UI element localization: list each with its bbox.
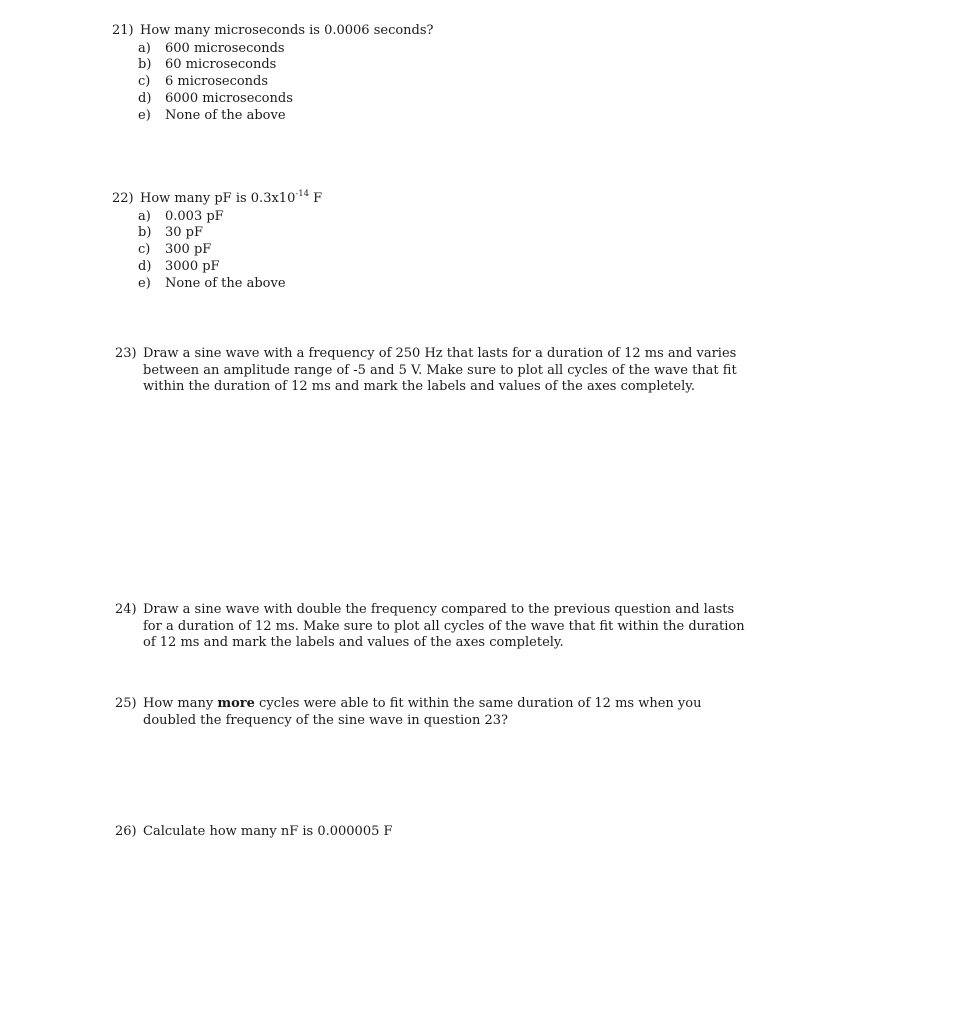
option-c [138, 242, 532, 259]
question-24 [115, 602, 755, 652]
question-text [140, 188, 532, 208]
option-text: 0.003 pF [165, 208, 224, 224]
option-letter: d) [138, 90, 152, 106]
options-list [138, 41, 532, 125]
option-e [138, 108, 532, 125]
question-number: 24) [115, 602, 137, 617]
option-letter: c) [138, 74, 151, 90]
question-text-part: How many [143, 696, 218, 711]
option-letter: e) [138, 275, 151, 291]
option-b [138, 225, 532, 242]
question-number: 23) [115, 346, 137, 361]
option-text: 6 microseconds [165, 74, 269, 90]
option-text: None of the above [165, 107, 286, 123]
option-a [138, 41, 532, 58]
question-text: Calculate how many nF is 0.000005 F [143, 824, 393, 839]
option-d [138, 91, 532, 108]
question-text: How many microseconds is 0.0006 seconds? [140, 23, 434, 38]
option-text: 6000 microseconds [165, 90, 293, 106]
option-b [138, 57, 532, 74]
option-letter: b) [138, 225, 152, 241]
question-number: 21) [112, 23, 134, 38]
option-letter: d) [138, 258, 152, 274]
question-text: Draw a sine wave with double the frequency compared to the previous question and lasts for a duration of 12 ms. Make sure to plot all cycles of the wave that fit within the duration of 12 ms and mark the labels and values of the axes completely. [143, 602, 745, 650]
question-text-part: F [309, 191, 323, 206]
option-c [138, 74, 532, 91]
options-list [138, 209, 532, 293]
option-letter: e) [138, 107, 151, 123]
question-26 [115, 824, 535, 841]
question-number: 25) [115, 696, 137, 711]
exponent: -14 [295, 188, 310, 199]
question-number: 26) [115, 824, 137, 839]
emphasis-more: more [217, 696, 255, 711]
option-letter: a) [138, 40, 151, 56]
option-letter: b) [138, 57, 152, 73]
question-25 [115, 696, 715, 729]
option-text: 30 pF [165, 225, 204, 241]
option-letter: c) [138, 242, 151, 258]
question-text: Draw a sine wave with a frequency of 250 Hz that lasts for a duration of 12 ms and varies between an amplitude range of -5 and 5 V. Make sure to plot all cycles of the wave that fit within the duration of 12 ms and mark the labels and values of the axes completely. [143, 346, 737, 394]
option-e [138, 276, 532, 293]
question-text-part: How many pF is 0.3x10 [140, 191, 296, 206]
option-letter: a) [138, 208, 151, 224]
question-text [143, 696, 715, 729]
question-text-part: cycles were able to fit within the same duration of 12 ms when you doubled the frequency of the sine wave in question 23? [143, 696, 702, 728]
option-text: None of the above [165, 275, 286, 291]
option-d [138, 259, 532, 276]
question-21 [112, 23, 532, 124]
option-text: 600 microseconds [165, 40, 285, 56]
option-text: 3000 pF [165, 258, 220, 274]
option-text: 300 pF [165, 242, 212, 258]
question-22 [112, 188, 532, 292]
option-a [138, 209, 532, 226]
question-number: 22) [112, 191, 134, 206]
option-text: 60 microseconds [165, 57, 277, 73]
question-23 [115, 346, 740, 396]
